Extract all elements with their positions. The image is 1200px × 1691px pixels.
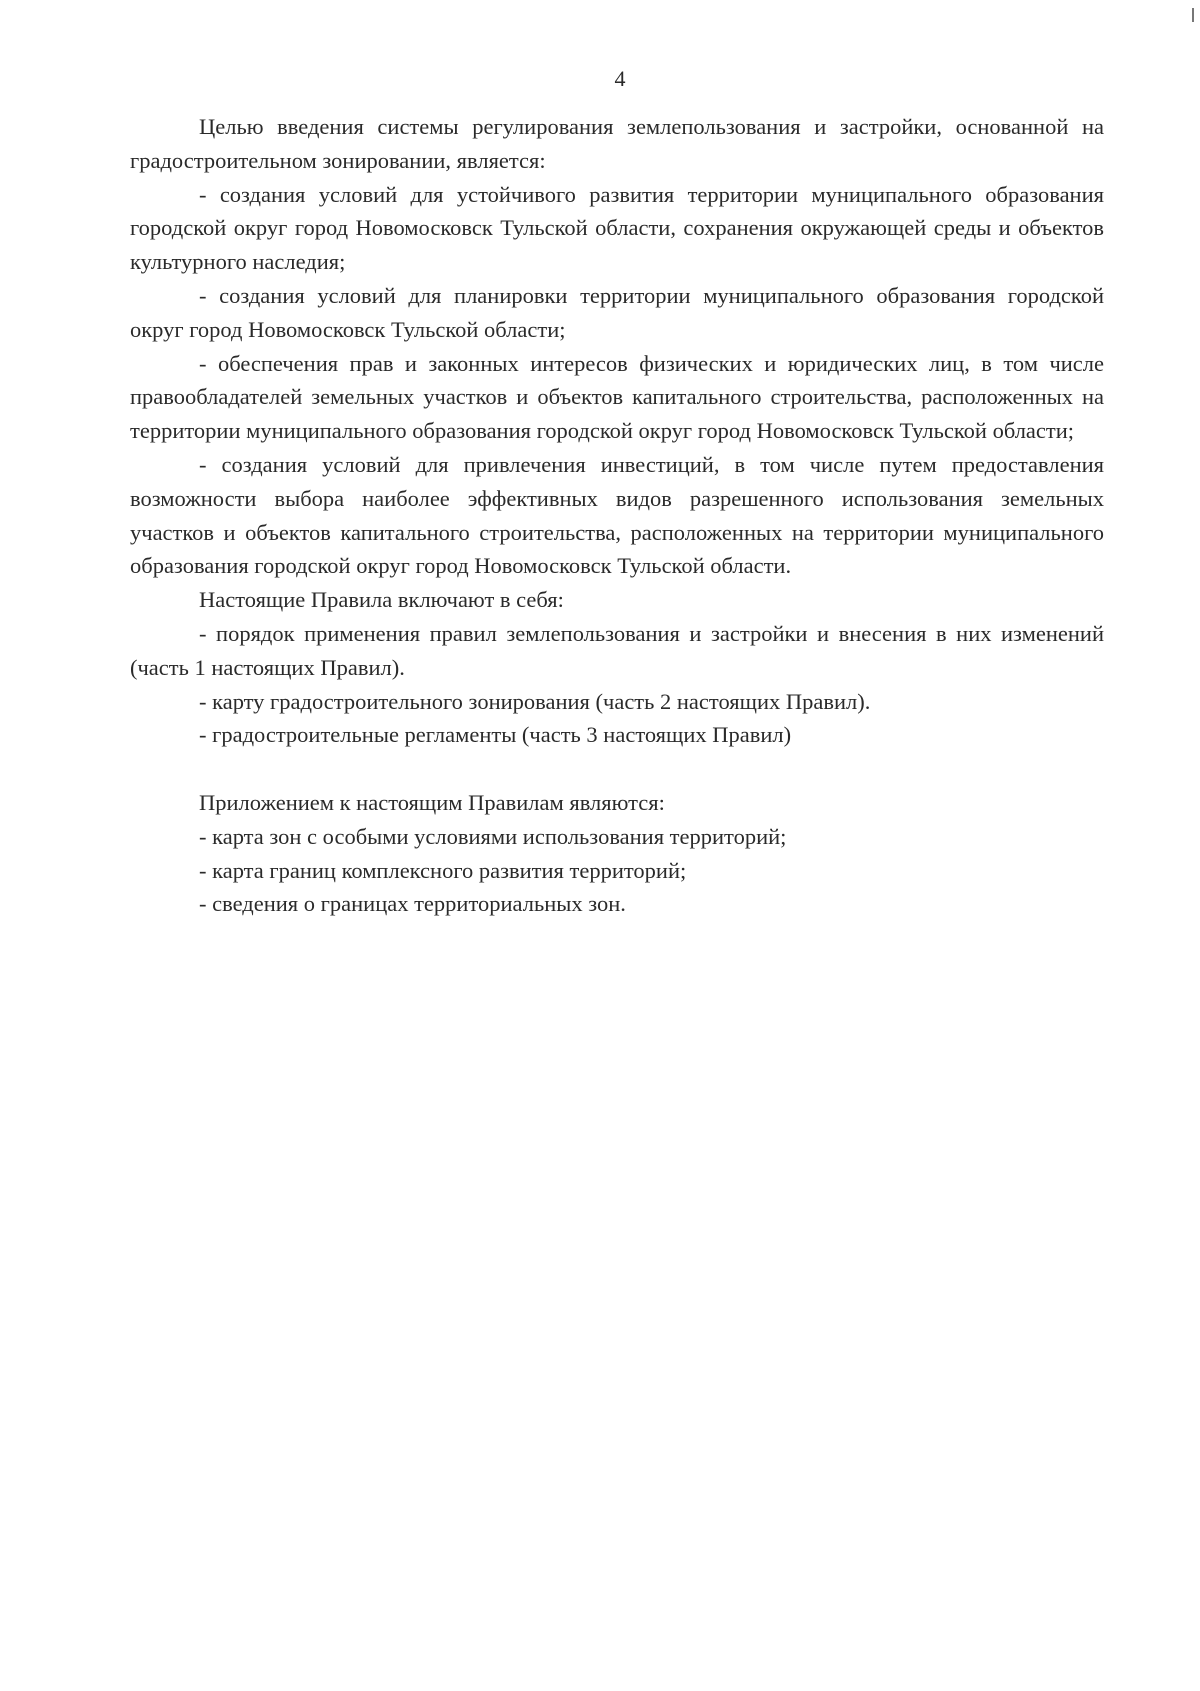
appendix-item-zone-boundaries: - сведения о границах территориальных зон.: [199, 891, 626, 917]
paragraph-rules-part-1: - порядок применения правил землепользования и застройки и внесения в них изменений (часть 1 настоящих Правил).: [130, 620, 1104, 680]
document-body: [130, 110, 1104, 921]
paragraph-rules-part-2: - карту градостроительного зонирования (часть 2 настоящих Правил).: [199, 688, 871, 714]
paragraph-purpose-territory-planning: - создания условий для планировки территории муниципального образования городской округ город Новомосковск Тульской области;: [130, 282, 1104, 342]
paragraph-purpose-investment: - создания условий для привлечения инвестиций, в том числе путем предоставления возможности выбора наиболее эффективных видов разрешенного использования земельных участков и объектов капитального строительства, расположенных на территории муниципального образования городской округ город Новомосковск Тульской области.: [130, 451, 1104, 579]
paragraph-appendix-intro: Приложением к настоящим Правилам являются:: [199, 789, 665, 815]
scan-edge-mark: [1192, 8, 1194, 22]
paragraph-purpose-rights-protection: - обеспечения прав и законных интересов физических и юридических лиц, в том числе правообладателей земельных участков и объектов капитального строительства, расположенных на территории муниципального образования городской округ город Новомосковск Тульской области;: [130, 350, 1104, 444]
appendix-item-development-map: - карта границ комплексного развития территорий;: [199, 857, 687, 883]
appendix-item-zones-map: - карта зон с особыми условиями использования территорий;: [199, 823, 787, 849]
paragraph-rules-part-3: - градостроительные регламенты (часть 3 настоящих Правил): [199, 722, 792, 748]
paragraph-purpose-sustainable-development: - создания условий для устойчивого развития территории муниципального образования городской округ город Новомосковск Тульской области, сохранения окружающей среды и объектов культурного наследия;: [130, 181, 1104, 275]
page-number: 4: [614, 66, 626, 91]
paragraph-rules-contents-intro: Настоящие Правила включают в себя:: [199, 587, 564, 613]
paragraph-gap: [130, 752, 1104, 786]
paragraph-purpose-intro: Целью введения системы регулирования землепользования и застройки, основанной на градостроительном зонировании, является:: [130, 114, 1104, 173]
